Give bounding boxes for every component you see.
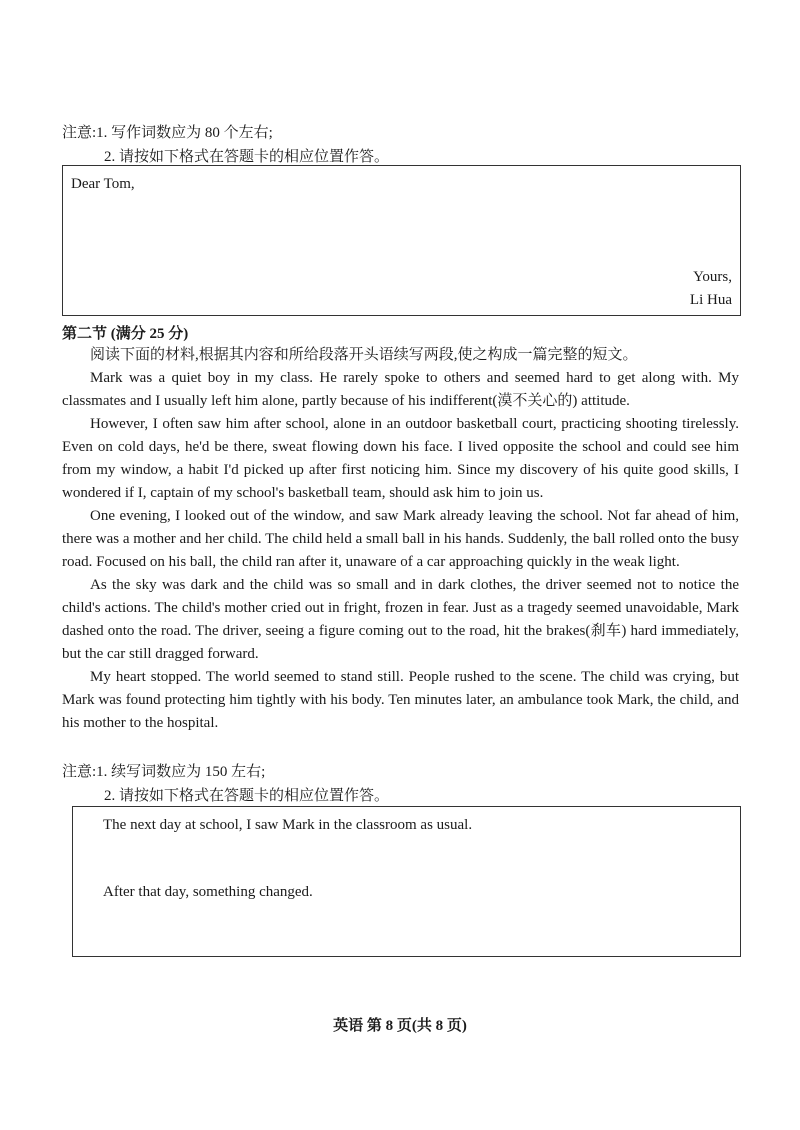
letter-closing: Yours, xyxy=(693,269,732,285)
passage-paragraph: However, I often saw him after school, alone in an outdoor basketball court, practicing shooting tirelessly. Even on cold days, he'd be there, sweat flowing down his face. I lived opposite the school and could see him from my window, a habit I'd picked up after first noticing him. Since my discovery of his quite good skills, I wondered if I, captain of my school's basketball team, should ask him to join us. xyxy=(62,416,739,501)
writing-note-2: 2. 请按如下格式在答题卡的相应位置作答。 xyxy=(104,149,390,165)
writing-note-1: 注意:1. 写作词数应为 80 个左右; xyxy=(62,125,273,141)
passage-paragraph: One evening, I looked out of the window, and saw Mark already leaving the school. Not far ahead of him, there was a mother and her child. The child held a small ball in his hands. Suddenly, the ball rolled onto the busy road. Focused on his ball, the child ran after it, unaware of a car approaching quickly in the weak light. xyxy=(62,508,739,570)
letter-salutation: Dear Tom, xyxy=(71,176,135,192)
letter-answer-box xyxy=(62,165,741,316)
passage-paragraph: My heart stopped. The world seemed to stand still. People rushed to the scene. The child was crying, but Mark was found protecting him tightly with his body. Ten minutes later, an ambulance took Mark, the child, and his mother to the hospital. xyxy=(62,669,739,731)
reading-passage xyxy=(62,344,739,735)
continuation-note-2: 2. 请按如下格式在答题卡的相应位置作答。 xyxy=(104,788,390,804)
continuation-opening-2: After that day, something changed. xyxy=(103,884,313,900)
continuation-note-1: 注意:1. 续写词数应为 150 左右; xyxy=(62,764,266,780)
passage-paragraph: Mark was a quiet boy in my class. He rarely spoke to others and seemed hard to get along with. My classmates and I usually left him alone, partly because of his indifferent(漠不关心的) attitude. xyxy=(62,370,739,409)
continuation-answer-box xyxy=(72,806,741,957)
letter-closing-block xyxy=(690,266,732,312)
continuation-opening-1: The next day at school, I saw Mark in the classroom as usual. xyxy=(103,817,473,833)
page-footer: 英语 第 8 页(共 8 页) xyxy=(333,1018,467,1034)
passage-paragraph: As the sky was dark and the child was so small and in dark clothes, the driver seemed not to notice the child's actions. The child's mother cried out in fright, frozen in fear. Just as a tragedy seemed unavoidable, Mark dashed onto the road. The driver, seeing a figure coming out to the road, hit the brakes(刹车) hard immediately, but the car still dragged forward. xyxy=(62,577,739,662)
section-title: 第二节 (满分 25 分) xyxy=(62,326,189,342)
letter-signature: Li Hua xyxy=(689,292,732,308)
section-instruction: 阅读下面的材料,根据其内容和所给段落开头语续写两段,使之构成一篇完整的短文。 xyxy=(90,347,638,363)
